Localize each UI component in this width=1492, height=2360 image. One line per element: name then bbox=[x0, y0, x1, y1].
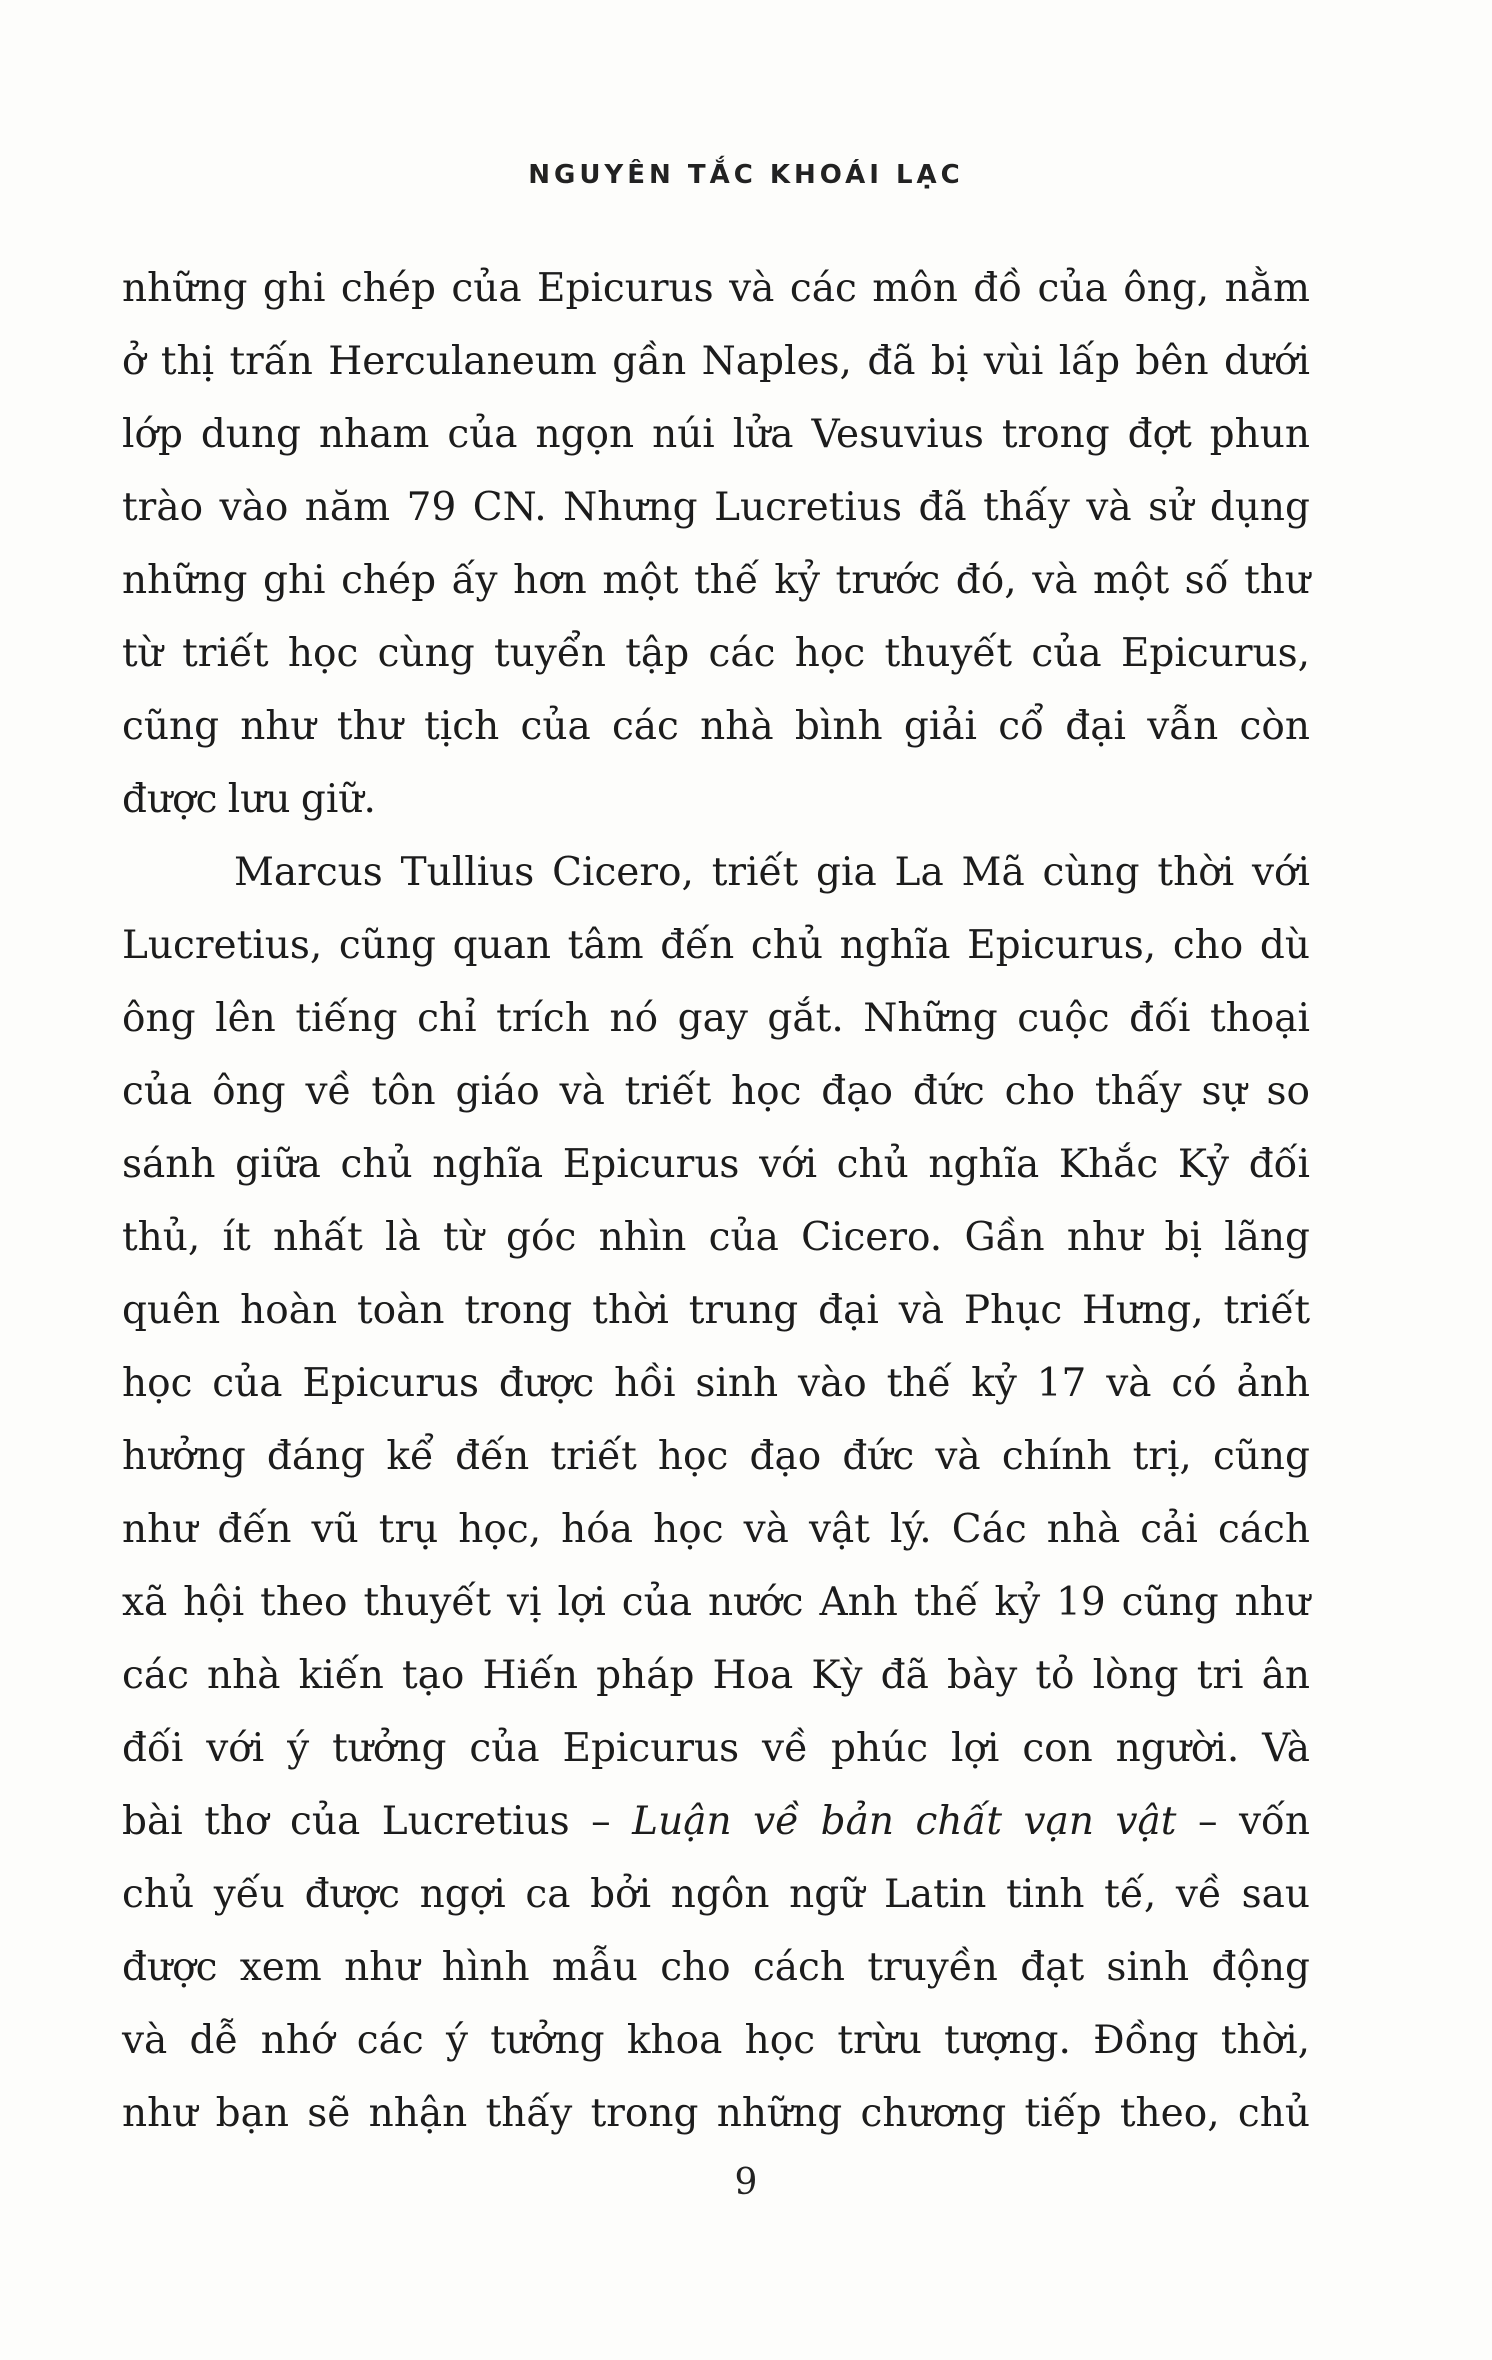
text-line: hưởng đáng kể đến triết học đạo đức và chính trị, cũng bbox=[122, 1434, 1310, 1479]
text-line: sánh giữa chủ nghĩa Epicurus với chủ nghĩa Khắc Kỷ đối bbox=[122, 1142, 1310, 1187]
text-line: đối với ý tưởng của Epicurus về phúc lợi con người. Và bbox=[122, 1726, 1310, 1771]
text-line: ở thị trấn Herculaneum gần Naples, đã bị vùi lấp bên dưới bbox=[122, 339, 1310, 384]
text-line: được xem như hình mẫu cho cách truyền đạt sinh động bbox=[122, 1945, 1310, 1990]
text-line: của ông về tôn giáo và triết học đạo đức cho thấy sự so bbox=[122, 1069, 1310, 1114]
text-line: học của Epicurus được hồi sinh vào thế kỷ 17 và có ảnh bbox=[122, 1361, 1310, 1406]
text-line: thủ, ít nhất là từ góc nhìn của Cicero. Gần như bị lãng bbox=[122, 1215, 1310, 1260]
body-text bbox=[122, 252, 1310, 2150]
page-number: 9 bbox=[734, 2162, 758, 2203]
text-line: như bạn sẽ nhận thấy trong những chương tiếp theo, chủ bbox=[122, 2091, 1310, 2136]
text-line: ông lên tiếng chỉ trích nó gay gắt. Những cuộc đối thoại bbox=[122, 996, 1310, 1041]
text-line: lớp dung nham của ngọn núi lửa Vesuvius trong đợt phun bbox=[122, 412, 1310, 457]
text-line: cũng như thư tịch của các nhà bình giải cổ đại vẫn còn bbox=[122, 704, 1310, 749]
text-before-title: bài thơ của Lucretius – bbox=[122, 1799, 633, 1844]
text-line: Lucretius, cũng quan tâm đến chủ nghĩa Epicurus, cho dù bbox=[122, 923, 1310, 968]
text-line: từ triết học cùng tuyển tập các học thuyết của Epicurus, bbox=[122, 631, 1310, 676]
text-line-with-title bbox=[122, 1785, 1310, 1858]
text-line: được lưu giữ. bbox=[122, 777, 376, 822]
text-after-title: – vốn bbox=[1176, 1799, 1311, 1844]
text-line: quên hoàn toàn trong thời trung đại và Phục Hưng, triết bbox=[122, 1288, 1310, 1333]
text-line: Marcus Tullius Cicero, triết gia La Mã cùng thời với bbox=[234, 850, 1310, 895]
text-line: chủ yếu được ngợi ca bởi ngôn ngữ Latin tinh tế, về sau bbox=[122, 1872, 1310, 1917]
text-line: những ghi chép ấy hơn một thế kỷ trước đó, và một số thư bbox=[122, 558, 1310, 603]
text-line: và dễ nhớ các ý tưởng khoa học trừu tượng. Đồng thời, bbox=[122, 2018, 1310, 2063]
text-line: trào vào năm 79 CN. Nhưng Lucretius đã thấy và sử dụng bbox=[122, 485, 1310, 530]
running-head: NGUYÊN TẮC KHOÁI LẠC bbox=[528, 160, 964, 190]
work-title: Luận về bản chất vạn vật bbox=[632, 1799, 1177, 1844]
text-line: các nhà kiến tạo Hiến pháp Hoa Kỳ đã bày tỏ lòng tri ân bbox=[122, 1653, 1310, 1698]
text-line: những ghi chép của Epicurus và các môn đồ của ông, nằm bbox=[122, 266, 1310, 311]
text-line: xã hội theo thuyết vị lợi của nước Anh thế kỷ 19 cũng như bbox=[122, 1580, 1310, 1625]
text-line: như đến vũ trụ học, hóa học và vật lý. Các nhà cải cách bbox=[122, 1507, 1310, 1552]
